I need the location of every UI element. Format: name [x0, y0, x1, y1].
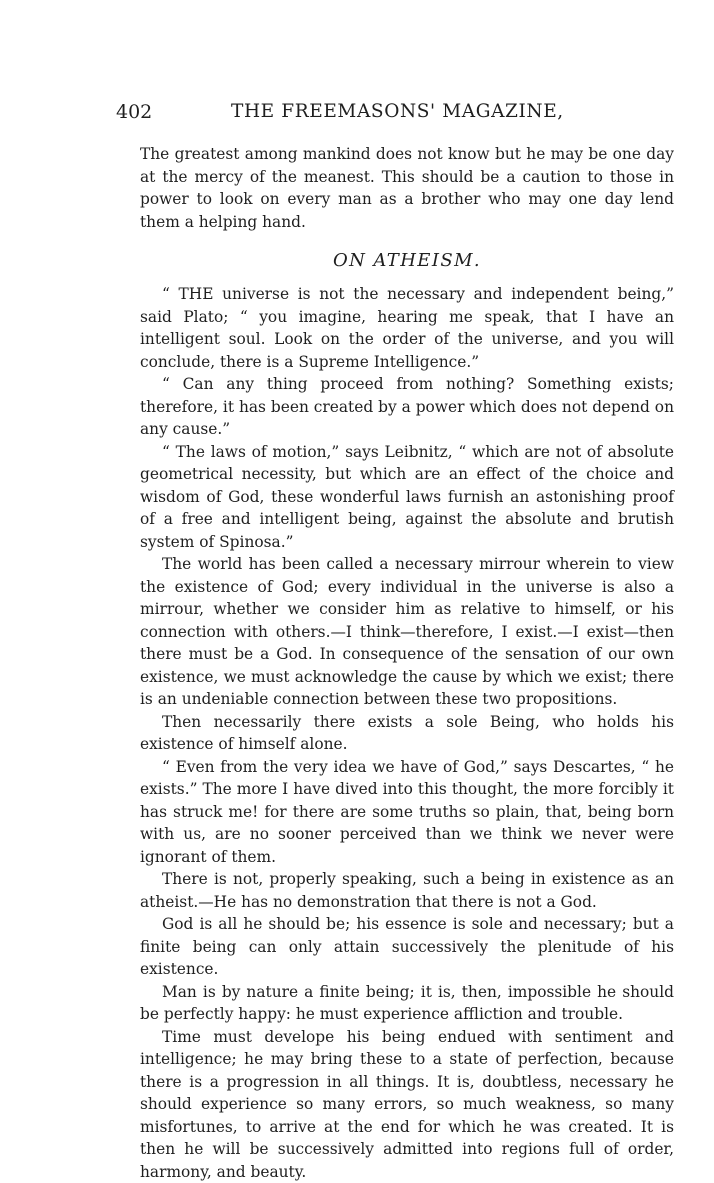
paragraph: “ Can any thing proceed from nothing? Something exists; therefore, it has been created by a power which does not depend on any cause.” [140, 373, 674, 441]
intro-paragraph: The greatest among mankind does not know but he may be one day at the mercy of the meanest. This should be a caution to those in power to look on every man as a brother who may one day lend them a helping hand. [140, 143, 674, 233]
paragraph: The world has been called a necessary mirrour wherein to view the existence of God; every individual in the universe is also a mirrour, whether we consider him as relative to himself, or his connection with others.—I think—therefore, I exist.—I exist—then there must be a God. In consequence of the sensation of our own existence, we must acknowledge the cause by which we exist; there is an undeniable connection between these two propositions. [140, 553, 674, 711]
paragraph: God is all he should be; his essence is sole and necessary; but a finite being can only attain successively the plenitude of his existence. [140, 913, 674, 981]
page-number: 402 [116, 101, 152, 123]
page-header [116, 101, 676, 131]
paragraph: “ The laws of motion,” says Leibnitz, “ which are not of absolute geometrical necessity, but which are an effect of the choice and wisdom of God, these wonderful laws furnish an astonishing proof of a free and intelligent being, against the absolute and brutish system of Spinosa.” [140, 441, 674, 554]
section-heading: ON ATHEISM. [140, 249, 674, 273]
paragraph: Time must develope his being endued with sentiment and intelligence; he may bring these to a state of perfection, because there is a progression in all things. It is, doubtless, necessary he should experience so many errors, so much weakness, so many misfortunes, to arrive at the end for which he was created. It is then he will be successively admitted into regions full of order, harmony, and beauty. [140, 1026, 674, 1183]
paragraph: “ THE universe is not the necessary and independent being,” said Plato; “ you imagine, hearing me speak, that I have an intelligent soul. Look on the order of the universe, and you will conclude, there is a Supreme Intelligence.” [140, 283, 674, 373]
paragraph: Then necessarily there exists a sole Being, who holds his existence of himself alone. [140, 711, 674, 756]
paragraph: There is not, properly speaking, such a being in existence as an atheist.—He has no demonstration that there is not a God. [140, 868, 674, 913]
paragraph: Man is by nature a finite being; it is, then, impossible he should be perfectly happy: he must experience affliction and trouble. [140, 981, 674, 1026]
running-title: THE FREEMASONS' MAGAZINE, [231, 101, 564, 122]
paragraph: “ Even from the very idea we have of God,” says Descartes, “ he exists.” The more I have dived into this thought, the more forcibly it has struck me! for there are some truths so plain, that, being born with us, are no sooner perceived than we think we never were ignorant of them. [140, 756, 674, 869]
article-body [140, 143, 674, 1183]
